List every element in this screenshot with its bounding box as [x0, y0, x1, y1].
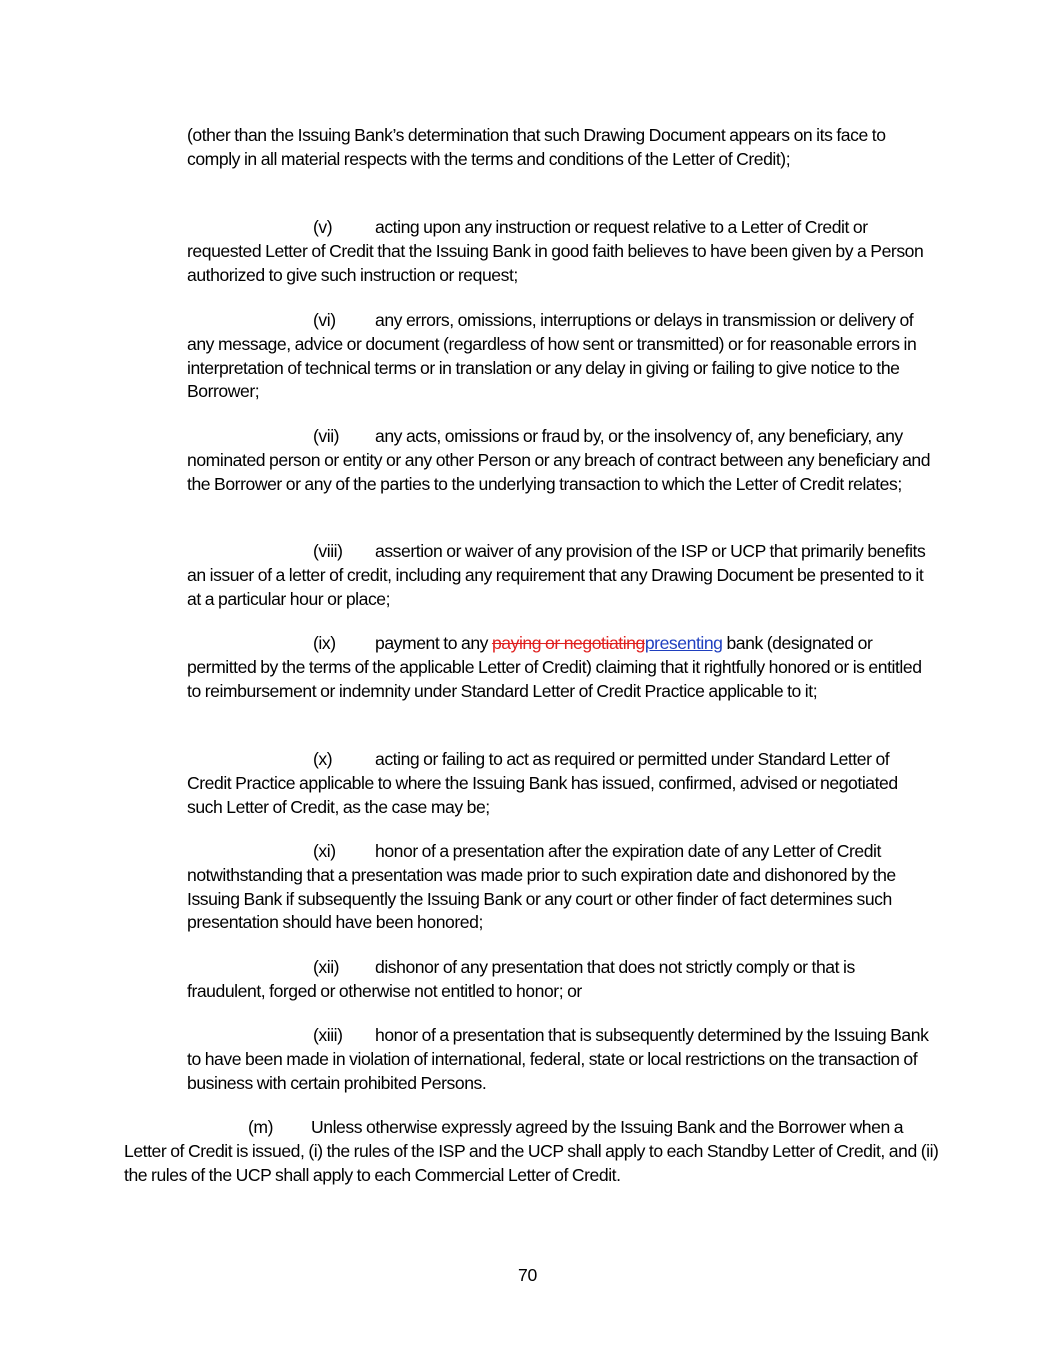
- paragraph-item-ix: [187, 632, 932, 703]
- inserted-text: presenting: [644, 633, 723, 653]
- page-number: 70: [518, 1265, 537, 1285]
- item-number: (xii): [313, 957, 340, 977]
- paragraph-text: honor of a presentation after the expiration date of any Letter of Credit notwithstanding that a presentation was made prior to such expiration date and dishonored by the Issuing Bank if subsequently the Issuing Bank or any court or other finder of fact determines such presentation should have been honored;: [187, 841, 896, 933]
- paragraph-text: Unless otherwise expressly agreed by the Issuing Bank and the Borrower when a Letter of Credit is issued, (i) the rules of the ISP and the UCP shall apply to each Standby Letter of Credit, and (ii) the rules of the UCP shall apply to each Commercial Letter of Credit.: [124, 1117, 939, 1185]
- paragraph-continuation: [187, 124, 932, 172]
- paragraph-text: any acts, omissions or fraud by, or the insolvency of, any beneficiary, any nominated person or entity or any other Person or any breach of contract between any beneficiary and the Borrower or any of the parties to the underlying transaction to which the Letter of Credit relates;: [187, 426, 931, 494]
- paragraph-item-x: [187, 748, 932, 819]
- paragraph-item-xiii: [187, 1024, 932, 1095]
- item-number: (x): [313, 749, 333, 769]
- item-number: (xiii): [313, 1025, 343, 1045]
- item-number: (vii): [313, 426, 340, 446]
- paragraph-text-before: payment to any: [375, 633, 492, 653]
- paragraph-text: dishonor of any presentation that does not strictly comply or that is fraudulent, forged or otherwise not entitled to honor; or: [187, 957, 855, 1001]
- item-number: (v): [313, 217, 333, 237]
- paragraph-text: (other than the Issuing Bank’s determination that such Drawing Document appears on its face to comply in all material respects with the terms and conditions of the Letter of Credit);: [187, 125, 886, 169]
- paragraph-text-after: bank (designated or permitted by the terms of the applicable Letter of Credit) claiming that it rightfully honored or is entitled to reimbursement or indemnity under Standard Letter of Credit Practice applicable to it;: [187, 633, 922, 701]
- item-number: (vi): [313, 310, 336, 330]
- paragraph-item-xi: [187, 840, 932, 935]
- paragraph-item-vii: [187, 425, 932, 496]
- item-number: (m): [248, 1117, 274, 1137]
- paragraph-text: assertion or waiver of any provision of the ISP or UCP that primarily benefits an issuer of a letter of credit, including any requirement that any Drawing Document be presented to it at a particular hour or place;: [187, 541, 926, 609]
- item-number: (viii): [313, 541, 343, 561]
- paragraph-text: any errors, omissions, interruptions or delays in transmission or delivery of any message, advice or document (regardless of how sent or transmitted) or for reasonable errors in interpretation of technical terms or in translation or any delay in giving or failing to give notice to the Borrower;: [187, 310, 917, 402]
- paragraph-item-xii: [187, 956, 932, 1004]
- item-number: (xi): [313, 841, 336, 861]
- paragraph-text: acting upon any instruction or request relative to a Letter of Credit or requested Letter of Credit that the Issuing Bank in good faith believes to have been given by a Person authorized to give such instruction or request;: [187, 217, 924, 285]
- paragraph-item-v: [187, 216, 932, 287]
- item-number: (ix): [313, 633, 336, 653]
- paragraph-text: honor of a presentation that is subsequently determined by the Issuing Bank to have been made in violation of international, federal, state or local restrictions on the transaction of business with certain prohibited Persons.: [187, 1025, 929, 1093]
- paragraph-item-vi: [187, 309, 932, 404]
- deleted-text: paying or negotiating: [491, 633, 645, 653]
- paragraph-text: acting or failing to act as required or permitted under Standard Letter of Credit Practice applicable to where the Issuing Bank has issued, confirmed, advised or negotiated such Letter of Credit, as the case may be;: [187, 749, 898, 817]
- paragraph-item-viii: [187, 540, 932, 611]
- paragraph-m: [124, 1116, 939, 1187]
